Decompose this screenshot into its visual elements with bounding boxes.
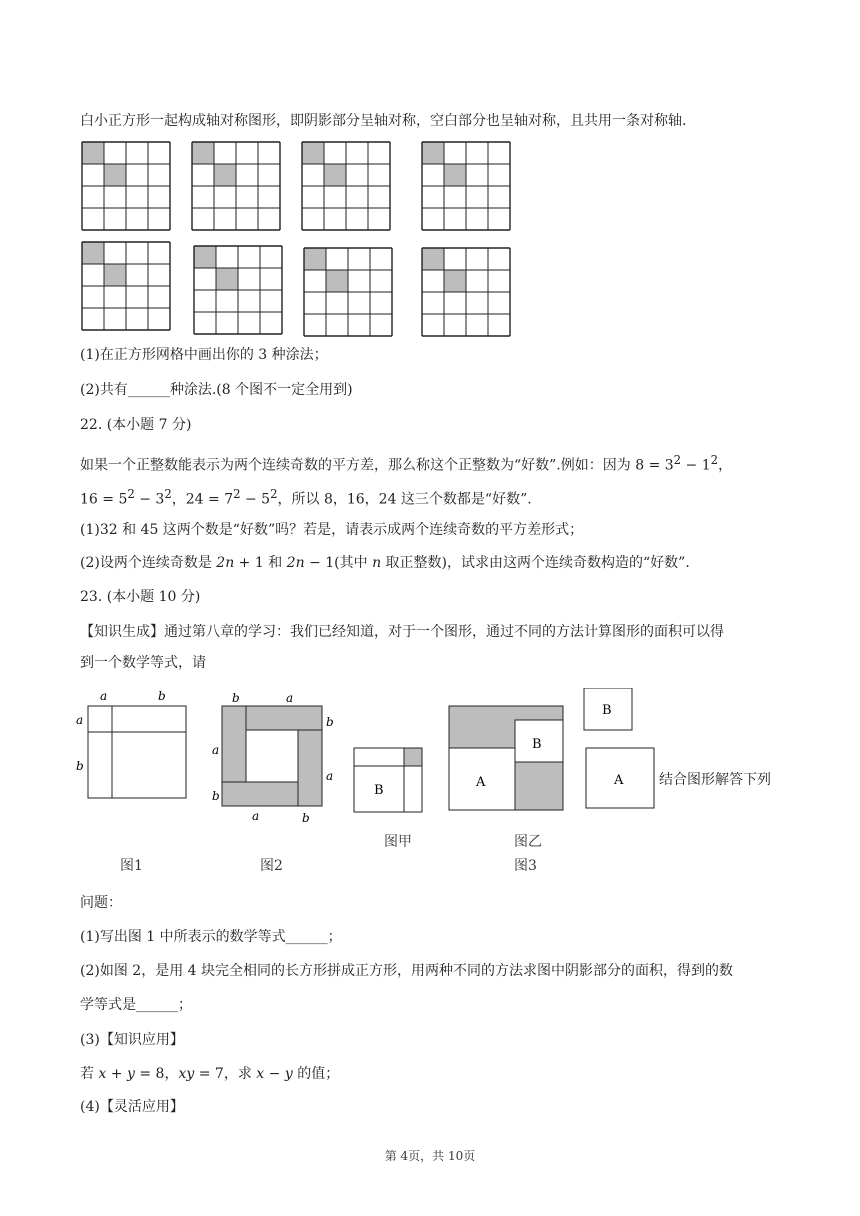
q22-header: 22. (本小题 7 分) <box>80 417 192 433</box>
figure-1 <box>76 689 186 798</box>
shaded-cell <box>422 248 444 270</box>
shaded-cell <box>214 164 236 186</box>
q23-part3b: 若 x + y = 8，xy = 7，求 x − y 的值； <box>80 1066 340 1082</box>
figure-jia <box>354 748 422 812</box>
q23-header: 23. (本小题 10 分) <box>80 589 201 605</box>
grid-4 <box>422 142 510 230</box>
grid-1 <box>82 142 170 230</box>
shaded-cell <box>444 270 466 292</box>
fig3-label-B: B <box>602 703 612 718</box>
q21-part1: (1)在正方形网格中画出你的 3 种涂法； <box>80 347 328 363</box>
shaded-cell <box>304 248 326 270</box>
fig1-label-b-left: b <box>76 759 84 773</box>
fig-jia-label-B: B <box>374 783 384 798</box>
fig2-label-b-right1: b <box>326 715 334 729</box>
q23-part2a: (2)如图 2，是用 4 块完全相同的长方形拼成正方形，用两种不同的方法求图中阴影部分的面积，得到的数 <box>80 963 733 979</box>
grid-8 <box>422 248 510 336</box>
fig1-label-a-top: a <box>100 689 108 703</box>
q23-intro-b: 到一个数学等式，请 <box>80 655 206 671</box>
figure-3-square-A <box>586 748 654 808</box>
page-footer: 第 4页，共 10页 <box>384 1149 476 1163</box>
q22-part1: (1)32 和 45 这两个数是“好数”吗？若是，请表示成两个连续奇数的平方差形式； <box>80 522 584 538</box>
grid-2 <box>192 142 280 230</box>
grid-3 <box>302 142 390 230</box>
q22-part2: (2)设两个连续奇数是 2n + 1 和 2n − 1(其中 n 取正整数)，试求由这两个连续奇数构造的“好数”. <box>80 555 690 571</box>
fig1-caption: 图1 <box>120 858 143 874</box>
fig2-label-b-top: b <box>232 691 240 705</box>
fig1-label-b-top: b <box>158 689 166 703</box>
grid-7 <box>304 248 392 336</box>
shaded-cell <box>194 246 216 268</box>
shaded-cell <box>444 164 466 186</box>
fig-yi-label-B: B <box>532 737 542 752</box>
figure-yi <box>449 706 563 810</box>
fig-yi-label-A: A <box>476 775 486 790</box>
intro-line: 白小正方形一起构成轴对称图形，即阴影部分呈轴对称，空白部分也呈轴对称，且共用一条对称轴. <box>80 113 687 129</box>
grid-6 <box>194 246 282 334</box>
fig3-label-A: A <box>614 773 624 788</box>
figure-3-square-B <box>584 688 632 730</box>
fig2-label-a-right: a <box>326 769 334 783</box>
shaded-cell <box>422 142 444 164</box>
shaded-cell <box>104 264 126 286</box>
fig2-caption: 图2 <box>260 858 283 874</box>
q23-part4: (4)【灵活应用】 <box>80 1099 184 1115</box>
fig2-label-b-bottom: b <box>302 811 310 825</box>
fig1-label-a-left: a <box>76 713 84 727</box>
grid-5 <box>82 242 170 330</box>
shaded-cell <box>82 142 104 164</box>
q23-intro-c: 结合图形解答下列 <box>659 772 771 788</box>
shaded-cell <box>324 164 346 186</box>
fig-yi-caption: 图乙 <box>514 834 542 850</box>
shaded-cell <box>216 268 238 290</box>
fig2-label-a-left: a <box>212 743 220 757</box>
fig2-label-b-left: b <box>212 789 220 803</box>
shaded-cell <box>326 270 348 292</box>
fig2-label-a-top: a <box>286 691 294 705</box>
q23-part3: (3)【知识应用】 <box>80 1032 184 1048</box>
fig-jia-caption: 图甲 <box>384 834 412 850</box>
q23-part2b: 学等式是______； <box>80 997 192 1013</box>
fig3-caption: 图3 <box>514 858 537 874</box>
q23-intro-d: 问题： <box>80 895 122 911</box>
shaded-cell <box>104 164 126 186</box>
q22-intro-b: $16 = 5^2 - 3^2$，$24 = 7^2 - 5^2$，所以 8，16，24 这三个数都是“好数”. <box>80 487 532 508</box>
q23-intro-a: 【知识生成】通过第八章的学习：我们已经知道，对于一个图形，通过不同的方法计算图形的面积可以得 <box>80 624 724 640</box>
q22-intro-a: 如果一个正整数能表示为两个连续奇数的平方差，那么称这个正整数为“好数”.例如：因为 $8 = 3^2 - 1^2$， <box>80 453 733 474</box>
q21-part2: (2)共有______种涂法.(8 个图不一定全用到) <box>80 382 353 398</box>
shaded-cell <box>302 142 324 164</box>
grid-figures <box>0 138 860 338</box>
q23-part1: (1)写出图 1 中所表示的数学等式______； <box>80 929 342 945</box>
shaded-cell <box>192 142 214 164</box>
shaded-cell <box>82 242 104 264</box>
figure-2 <box>212 691 334 825</box>
fig2-label-a-bottom: a <box>252 809 260 823</box>
